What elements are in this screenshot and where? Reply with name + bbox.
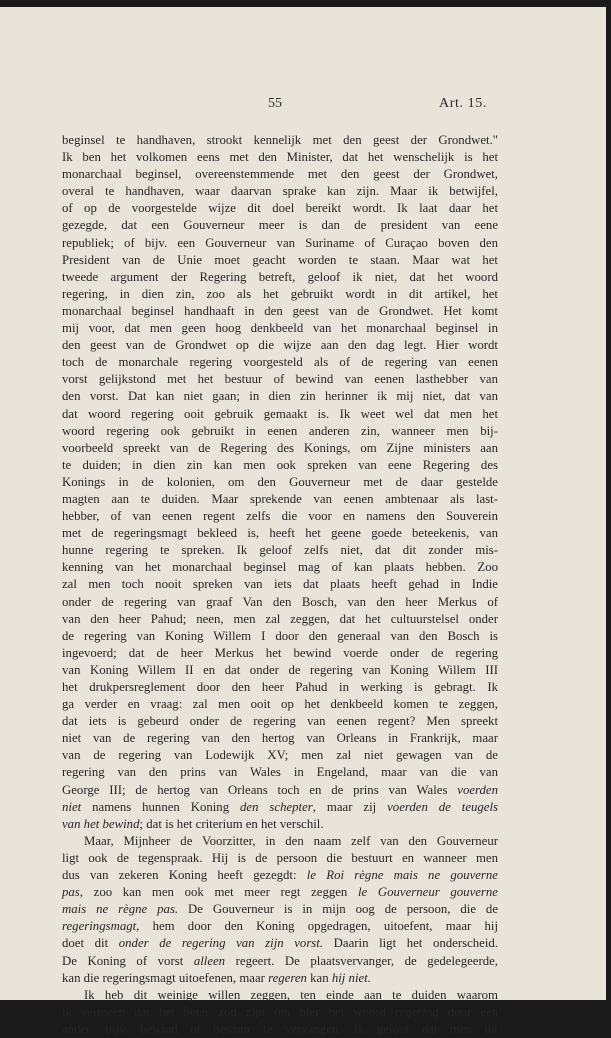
line-text: door een: [438, 1004, 498, 1019]
text-line: [62, 730, 498, 747]
text-line: [62, 799, 498, 816]
line-text: kenning van het monarchaal beginsel mag of kan plaats hebben. Zoo: [62, 560, 498, 575]
text-line: [62, 594, 498, 611]
text-line: [62, 269, 498, 286]
line-text: Ik heb dit weinige willen zeggen, ten einde aan te duiden waarom: [84, 987, 498, 1002]
text-line: [62, 320, 498, 337]
line-text: gezegde, dat een Gouverneur meer is dan de president van eene: [62, 218, 498, 233]
article-reference: Art. 15.: [439, 96, 487, 111]
italic-text: hij niet.: [331, 970, 371, 985]
text-line: [62, 1004, 498, 1021]
line-text: ; dat is het criterium en het verschil.: [139, 816, 324, 831]
text-line: [62, 491, 498, 508]
line-text: beginsel te handhaven, strookt kennelijk met den geest der Grondwet.": [62, 133, 498, 147]
italic-text: le Roi règne mais ne gouverne: [306, 868, 498, 883]
line-text: ander, bijv. bewind of bestuur te vervangen. Ik geloof dat men dit: [62, 1021, 498, 1036]
line-text: tweede argument der Regering betreft, geloof ik niet, dat het woord: [62, 269, 498, 284]
text-line: [62, 764, 498, 781]
text-line: [62, 559, 498, 576]
text-line: [62, 816, 498, 833]
text-line: [62, 970, 498, 987]
line-text: den geest van de Grondwet op die wijze aan den dag legt. Hier wordt: [62, 338, 498, 353]
text-line: [62, 371, 498, 388]
line-text: Maar, Mijnheer de Voorzitter, in den naam zelf van den Gouverneur: [84, 833, 498, 848]
text-line: [62, 953, 498, 970]
line-text: ik vermeen dat het beter zou zijn om hier het woord: [62, 1004, 395, 1019]
text-line: [62, 132, 498, 149]
line-text: , hem door den Koning opgedragen, uitoefent, maar hij: [136, 919, 498, 934]
text-line: [62, 337, 498, 354]
text-line: [62, 611, 498, 628]
line-text: van den heer Pahud; neen, men zal zeggen, dat het cultuurstelsel onder: [62, 611, 498, 626]
text-line: [62, 696, 498, 713]
text-line: [62, 679, 498, 696]
line-text: De Koning of vorst: [62, 953, 194, 968]
text-line: [62, 747, 498, 764]
body-text: [62, 132, 498, 1038]
line-text: woord regering ook gebruikt in eenen anderen zin, wanneer men bij-: [62, 423, 498, 438]
text-line: [62, 525, 498, 542]
text-line: [62, 918, 498, 935]
line-text: dat iets is gebeurd onder de regering van eenen regent? Men spreekt: [62, 714, 498, 729]
line-text: niet van de regering van den hertog van Orleans in Frankrijk, maar: [62, 731, 498, 746]
line-text: magten aan te duiden. Maar sprekende van eenen ambtenaar als last-: [62, 491, 498, 506]
text-line: [62, 987, 498, 1004]
text-line: [62, 833, 498, 850]
text-line: [62, 303, 498, 320]
text-line: [62, 149, 498, 166]
italic-text: onder de regering van zijn vorst.: [118, 936, 324, 951]
italic-text: van het bewind: [62, 816, 140, 831]
text-line: [62, 286, 498, 303]
italic-text: regeringsmagt: [62, 919, 137, 934]
line-text: monarchaal beginsel handhaaft in den geest van de Grondwet. Het komt: [62, 303, 498, 318]
line-text: de regering van Koning Willem I door den generaal van den Bosch is: [62, 628, 498, 643]
line-text: van de regering van Lodewijk XV; men zal niet gewagen van de: [62, 748, 498, 763]
line-text: toch de monarchale regering voorgesteld als of de regering van eenen: [62, 355, 498, 370]
line-text: overal te handhaven, waar daarvan sprake kan zijn. Maar ik betwijfel,: [62, 184, 498, 199]
text-line: [62, 935, 498, 952]
line-text: namens hunnen Koning: [81, 799, 241, 814]
italic-text: alleen: [193, 953, 226, 968]
line-text: te duiden; in dien zin kan men ook spreken van eene Regering des: [62, 457, 498, 472]
line-text: George III; de hertog van Orleans toch en de prins van Wales: [62, 782, 448, 797]
document-page: [0, 7, 606, 1036]
line-text: doet dit: [62, 936, 119, 951]
text-line: [62, 850, 498, 867]
line-text: dus van zekeren Koning heeft gezegdt:: [62, 868, 307, 883]
line-text: Konings in de kolonien, om den Gouverneur met de daar gestelde: [62, 474, 498, 489]
italic-text: le Gouverneur gouverne: [357, 885, 498, 900]
line-text: hunne regering te spreken. Ik geloof zelfs niet, dat dit zonder mis-: [62, 543, 498, 558]
line-text: monarchaal beginsel, overeenstemmende met den geest der Grondwet,: [62, 167, 498, 182]
text-line: [62, 782, 498, 799]
line-text: het drukpersreglement door den heer Pahud in werking is gebragt. Ik: [62, 680, 498, 694]
page-header: [0, 96, 606, 116]
line-text: republiek; of bijv. een Gouverneur van Suriname of Curaçao boven den: [62, 235, 498, 250]
italic-text: pas: [62, 885, 80, 900]
line-text: hebber, of van eenen regent zelfs die voor en namens den Souverein: [62, 509, 498, 524]
text-line: [62, 235, 498, 252]
text-line: [62, 354, 498, 371]
text-line: [62, 200, 498, 217]
text-line: [62, 217, 498, 234]
line-text: , zoo kan men ook met meer regt zeggen: [79, 885, 358, 900]
text-line: [62, 423, 498, 440]
line-text: voorbeeld spreekt van de Regering des Konings, om Zijne ministers aan: [62, 440, 498, 455]
line-text: kan die regeringsmagt uitoefenen, maar: [62, 970, 269, 985]
italic-text: voerden: [457, 782, 499, 797]
page-number: 55: [268, 96, 282, 111]
text-line: [62, 252, 498, 269]
text-line: [62, 457, 498, 474]
text-line: [62, 713, 498, 730]
line-text: kan: [306, 970, 332, 985]
italic-text: mais ne règne pas.: [62, 902, 179, 917]
line-text: van Koning Willem II en dat onder de regering van Koning Willem III: [62, 662, 498, 677]
line-text: regering van den prins van Wales in Engeland, maar van die van: [62, 765, 498, 780]
text-line: [62, 542, 498, 559]
line-text: regeert. De plaatsvervanger, de gedelegeerde,: [225, 953, 498, 968]
line-text: onder de regering van graaf Van den Bosch, van den heer Merkus of: [62, 594, 498, 609]
text-line: [62, 474, 498, 491]
line-text: den vorst. Dat kan niet gaan; in dien zin herinner ik mij niet, dat van: [62, 389, 498, 404]
text-line: [62, 166, 498, 183]
line-text: zal men toch nooit spreken van iets dat plaats heeft gehad in Indie: [62, 577, 498, 592]
line-text: ingevoerd; dat de heer Merkus het bewind voerde onder de regering: [62, 645, 498, 660]
text-line: [62, 901, 498, 918]
text-line: [62, 440, 498, 457]
italic-text: regeren: [268, 970, 307, 985]
line-text: of op de voorgestelde wijze dit doel bereikt wordt. Ik laat daar het: [62, 201, 498, 216]
line-text: ga verder en vraag: zal men ooit op het denkbeeld komen te zeggen,: [62, 697, 498, 712]
text-line: [62, 628, 498, 645]
line-text: regering, in dien zin, zoo als het gebruikt wordt in dit artikel, het: [62, 286, 498, 301]
line-text: mij voor, dat men geen hoog denkbeeld van het monarchaal beginsel in: [62, 321, 498, 336]
text-line: [62, 388, 498, 405]
text-line: [62, 645, 498, 662]
text-line: [62, 867, 498, 884]
line-text: Ik ben het volkomen eens met den Minister, dat het wenschelijk is het: [62, 150, 498, 165]
text-line: [62, 884, 498, 901]
line-text: President van de Unie moet geacht worden te staan. Maar wat het: [62, 252, 498, 267]
line-text: Daarin ligt het onderscheid.: [323, 936, 498, 951]
text-line: [62, 183, 498, 200]
line-text: , maar zij: [312, 799, 388, 814]
italic-text: den schepter: [240, 799, 313, 814]
italic-text: voerden de teugels: [387, 799, 499, 814]
line-text: De Gouverneur is in mijn oog de persoon, die de: [178, 902, 498, 917]
line-text: vorst gelijkstond met het bestuur of bewind van eenen lasthebber van: [62, 372, 498, 387]
line-text: ligt ook de tegenspraak. Hij is de persoon die bestuurt en wanneer men: [62, 850, 498, 865]
text-line: [62, 1021, 498, 1038]
text-line: [62, 576, 498, 593]
line-text: met de regeringsmagt bekleed is, heeft het geene goede beteekenis, van: [62, 526, 498, 541]
text-line: [62, 508, 498, 525]
italic-text: regering: [395, 1004, 439, 1019]
line-text: dat woord regering ooit gebruik gemaakt is. Ik weet wel dat men het: [62, 406, 498, 421]
text-line: [62, 662, 498, 679]
text-line: [62, 406, 498, 423]
italic-text: niet: [62, 799, 82, 814]
